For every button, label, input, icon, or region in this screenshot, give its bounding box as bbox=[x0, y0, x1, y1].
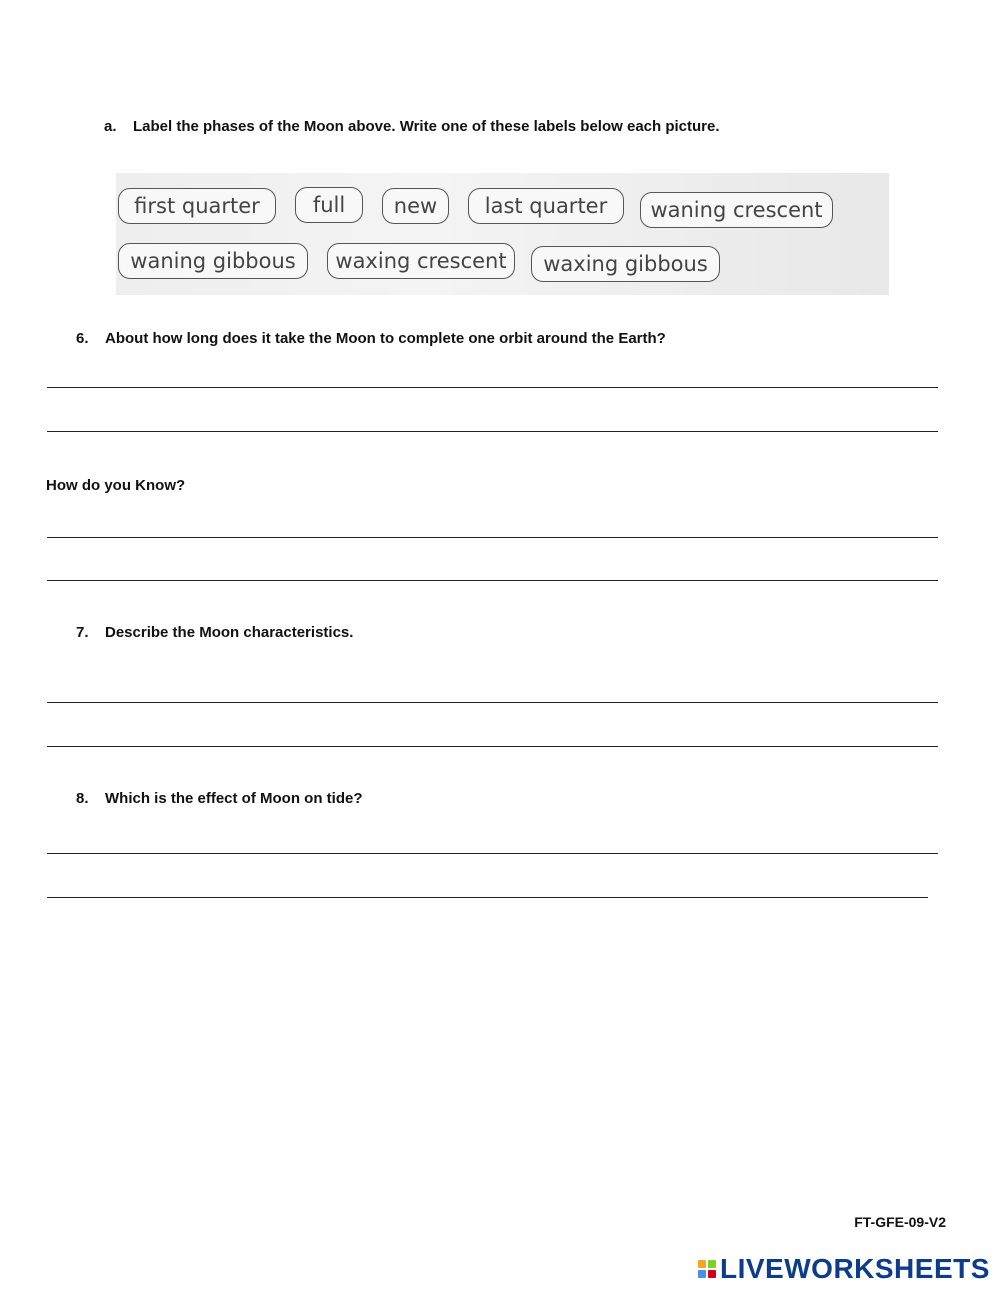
liveworksheets-logo bbox=[698, 1254, 990, 1284]
question-6 bbox=[76, 330, 666, 347]
word-chip-new: new bbox=[382, 188, 449, 224]
question-6-number: 6. bbox=[76, 330, 89, 347]
answer-line-know-b[interactable] bbox=[47, 580, 938, 581]
logo-tile bbox=[708, 1270, 716, 1278]
logo-tile bbox=[698, 1260, 706, 1268]
question-8-text: Which is the effect of Moon on tide? bbox=[105, 790, 363, 807]
question-a bbox=[104, 118, 720, 135]
word-chip-waning-gibbous: waning gibbous bbox=[118, 243, 308, 279]
logo-tiles-icon bbox=[698, 1260, 716, 1278]
logo-tile bbox=[698, 1270, 706, 1278]
word-chip-waning-crescent: waning crescent bbox=[640, 192, 833, 228]
answer-line-7b[interactable] bbox=[47, 746, 938, 747]
logo-tile bbox=[708, 1260, 716, 1268]
question-7-number: 7. bbox=[76, 624, 89, 641]
answer-line-6b[interactable] bbox=[47, 431, 938, 432]
question-a-text: Label the phases of the Moon above. Write one of these labels below each picture. bbox=[133, 118, 720, 135]
follow-up-question: How do you Know? bbox=[46, 477, 186, 494]
word-chip-waxing-crescent: waxing crescent bbox=[327, 243, 515, 279]
answer-line-8b[interactable] bbox=[47, 897, 928, 898]
question-6-text: About how long does it take the Moon to complete one orbit around the Earth? bbox=[105, 330, 666, 347]
word-bank bbox=[116, 173, 889, 295]
answer-line-6a[interactable] bbox=[47, 387, 938, 388]
word-chip-first-quarter: first quarter bbox=[118, 188, 276, 224]
question-7 bbox=[76, 624, 353, 641]
brand-name: LIVEWORKSHEETS bbox=[720, 1253, 990, 1284]
worksheet-code: FT-GFE-09-V2 bbox=[854, 1214, 946, 1230]
question-8 bbox=[76, 790, 362, 807]
question-7-text: Describe the Moon characteristics. bbox=[105, 624, 354, 641]
answer-line-know-a[interactable] bbox=[47, 537, 938, 538]
word-chip-full: full bbox=[295, 187, 363, 223]
answer-line-8a[interactable] bbox=[47, 853, 938, 854]
question-8-number: 8. bbox=[76, 790, 89, 807]
question-a-marker: a. bbox=[104, 118, 117, 135]
word-chip-last-quarter: last quarter bbox=[468, 188, 624, 224]
word-chip-waxing-gibbous: waxing gibbous bbox=[531, 246, 720, 282]
answer-line-7a[interactable] bbox=[47, 702, 938, 703]
